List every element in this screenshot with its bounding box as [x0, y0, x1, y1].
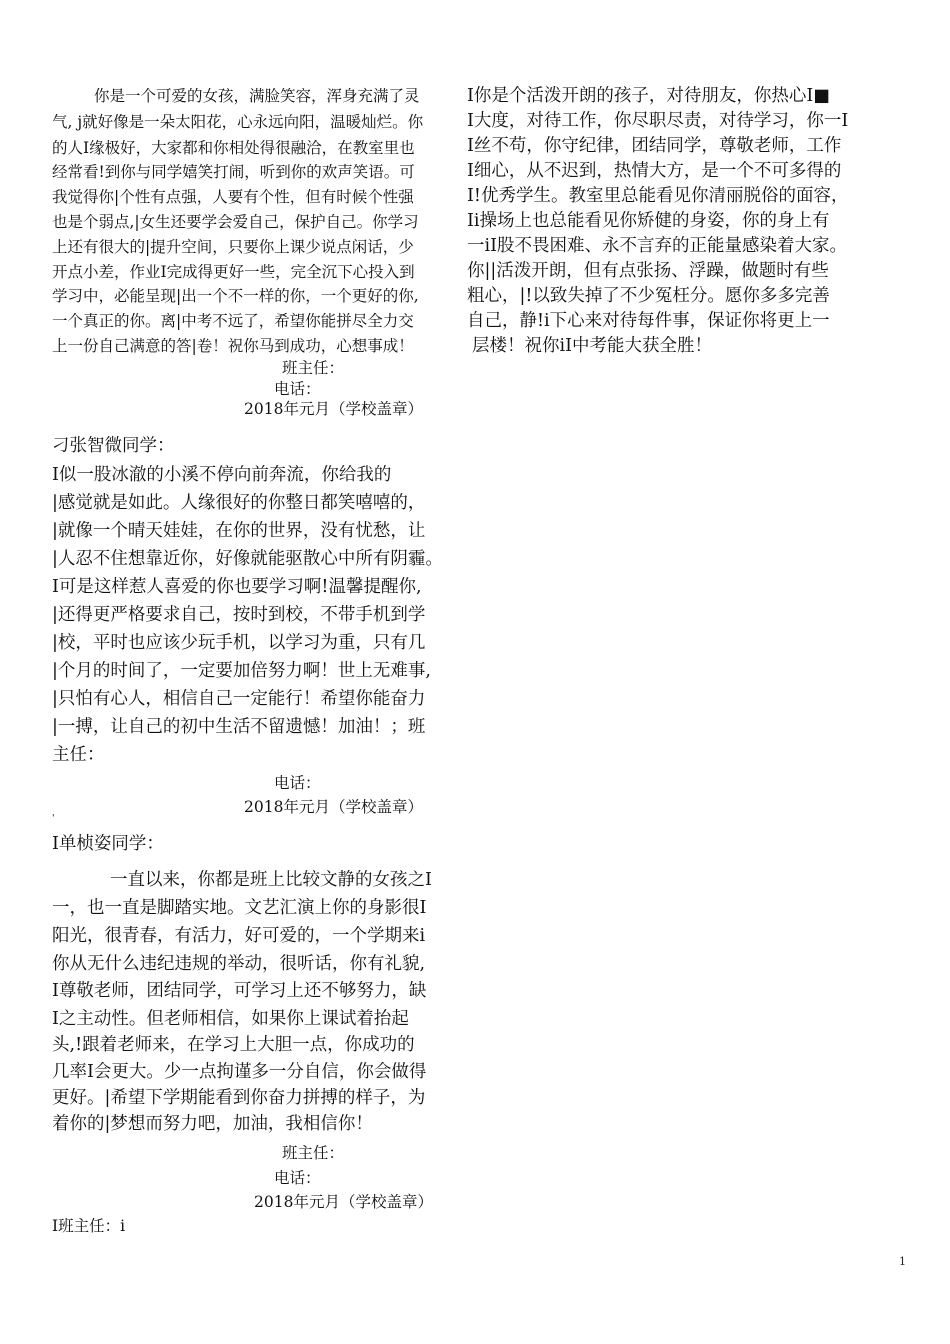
text-line: 开点小差，作业I完成得更好一些，完全沉下心投入到 — [52, 263, 415, 281]
text-line: 我觉得你|个性有点强，人要有个性，但有时候个性强 — [52, 188, 414, 206]
text-line: I大度，对待工作，你尽职尽责，对待学习，你一I — [467, 111, 849, 131]
text-line: 几率I会更大。少一点拘谨多一分自信，你会做得 — [52, 1062, 427, 1082]
text-line: 主任： — [52, 745, 105, 765]
text-line: |个月的时间了，一定要加倍努力啊！世上无难事, — [52, 661, 431, 681]
text-line: Ii操场上也总能看见你矫健的身姿，你的身上有 — [467, 211, 830, 231]
text-line: 上还有很大的|提升空间，只要你上课少说点闲话，少 — [52, 238, 414, 256]
text-line: 一直以来，你都是班上比较文静的女孩之I — [110, 870, 432, 890]
text-line: 学习中，必能呈现|出一个不一样的你，一个更好的你, — [52, 287, 419, 305]
text-line: |感觉就是如此。人缘很好的你整日都笑嘻嘻的， — [52, 493, 426, 513]
text-line: 阳光，很青春，有活力，好可爱的，一个学期来i — [52, 926, 426, 946]
text-line: 气, j就好像是一朵太阳花，心永远向阳，温暖灿烂。你 — [52, 113, 424, 131]
text-line: 自己，静!i下心来对待每件事，保证你将更上一 — [467, 311, 830, 331]
date-stamp: 2018年元月（学校盖章） — [244, 798, 423, 816]
text-line: 经常看!到你与同学嬉笑打闹，听到你的欢声笑语。可 — [52, 163, 415, 181]
text-line: I之主动性。但老师相信，如果你上课试着抬起 — [52, 1009, 409, 1029]
teacher-signature-label: 班主任： — [282, 1144, 345, 1162]
student-greeting: I单桢姿同学： — [52, 834, 164, 854]
date-stamp: 2018年元月（学校盖章） — [244, 400, 423, 418]
text-line: 层楼！祝你iI中考能大获全胜！ — [472, 336, 713, 356]
date-stamp: 2018年元月（学校盖章） — [254, 1193, 433, 1211]
text-line: |校，平时也应该少玩手机，以学习为重，只有几 — [52, 633, 426, 653]
text-line: 头,!跟着老师来，在学习上大胆一点，你成功的 — [52, 1035, 415, 1055]
text-line: I细心，从不迟到，热情大方，是一个不可多得的 — [467, 161, 842, 181]
phone-label: 电话： — [274, 774, 321, 792]
stray-mark: ' — [52, 814, 55, 824]
text-line: 你从无什么违纪违规的举动，很听话，你有礼貌, — [52, 954, 426, 974]
student-greeting: 刁张智微同学： — [52, 436, 175, 456]
text-line: 着你的|梦想而努力吧，加油，我相信你！ — [52, 1114, 373, 1134]
teacher-signature-label: 班主任： — [282, 359, 345, 377]
phone-label: 电话： — [274, 1169, 321, 1187]
text-line: I尊敬老师，团结同学，可学习上还不够努力，缺 — [52, 981, 427, 1001]
text-line: 粗心，|!以致失掉了不少冤枉分。愿你多多完善 — [467, 286, 830, 306]
text-line: |只怕有心人，相信自己一定能行！希望你能奋力 — [52, 689, 426, 709]
text-line: I!优秀学生。教室里总能看见你清丽脱俗的面容， — [467, 186, 849, 206]
text-line: I似一股冰澈的小溪不停向前奔流，你给我的 — [52, 465, 392, 485]
text-line: I丝不苟，你守纪律，团结同学，尊敬老师，工作 — [467, 136, 842, 156]
text-line: 的人I缘极好，大家都和你相处得很融洽，在教室里也 — [52, 139, 415, 157]
text-line: 上一份自己满意的答|卷！祝你马到成功，心想事成！ — [52, 337, 414, 355]
text-line: 你||活泼开朗，但有点张扬、浮躁，做题时有些 — [467, 261, 829, 281]
text-line: 也是个弱点,|女生还要学会爱自己，保护自己。你学习 — [52, 213, 419, 231]
text-line: 一，也一直是脚踏实地。文艺汇演上你的身影很I — [52, 898, 427, 918]
text-line: 一个真正的你。离|中考不远了，希望你能拼尽全力交 — [52, 312, 414, 330]
page-number: 1 — [899, 1255, 906, 1268]
text-line: I你是个活泼开朗的孩子，对待朋友，你热心I■ — [467, 86, 830, 106]
footer-teacher-label: I班主任：i — [52, 1217, 126, 1235]
text-line: |人忍不住想靠近你，好像就能驱散心中所有阴霾。 — [52, 549, 443, 569]
text-line: 你是一个可爱的女孩，满脸笑容，浑身充满了灵 — [94, 87, 420, 105]
phone-label: 电话： — [274, 380, 321, 398]
text-line: |一搏，让自己的初中生活不留遗憾！加油！；班 — [52, 717, 426, 737]
text-line: 一iI股不畏困难、永不言弃的正能量感染着大家。 — [467, 236, 848, 256]
text-line: 更好。|希望下学期能看到你奋力拼搏的样子，为 — [52, 1088, 426, 1108]
text-line: |就像一个晴天娃娃，在你的世界，没有忧愁，让 — [52, 521, 426, 541]
text-line: |还得更严格要求自己，按时到校，不带手机到学 — [52, 605, 426, 625]
text-line: I可是这样惹人喜爱的你也要学习啊!温馨提醒你, — [52, 577, 422, 597]
